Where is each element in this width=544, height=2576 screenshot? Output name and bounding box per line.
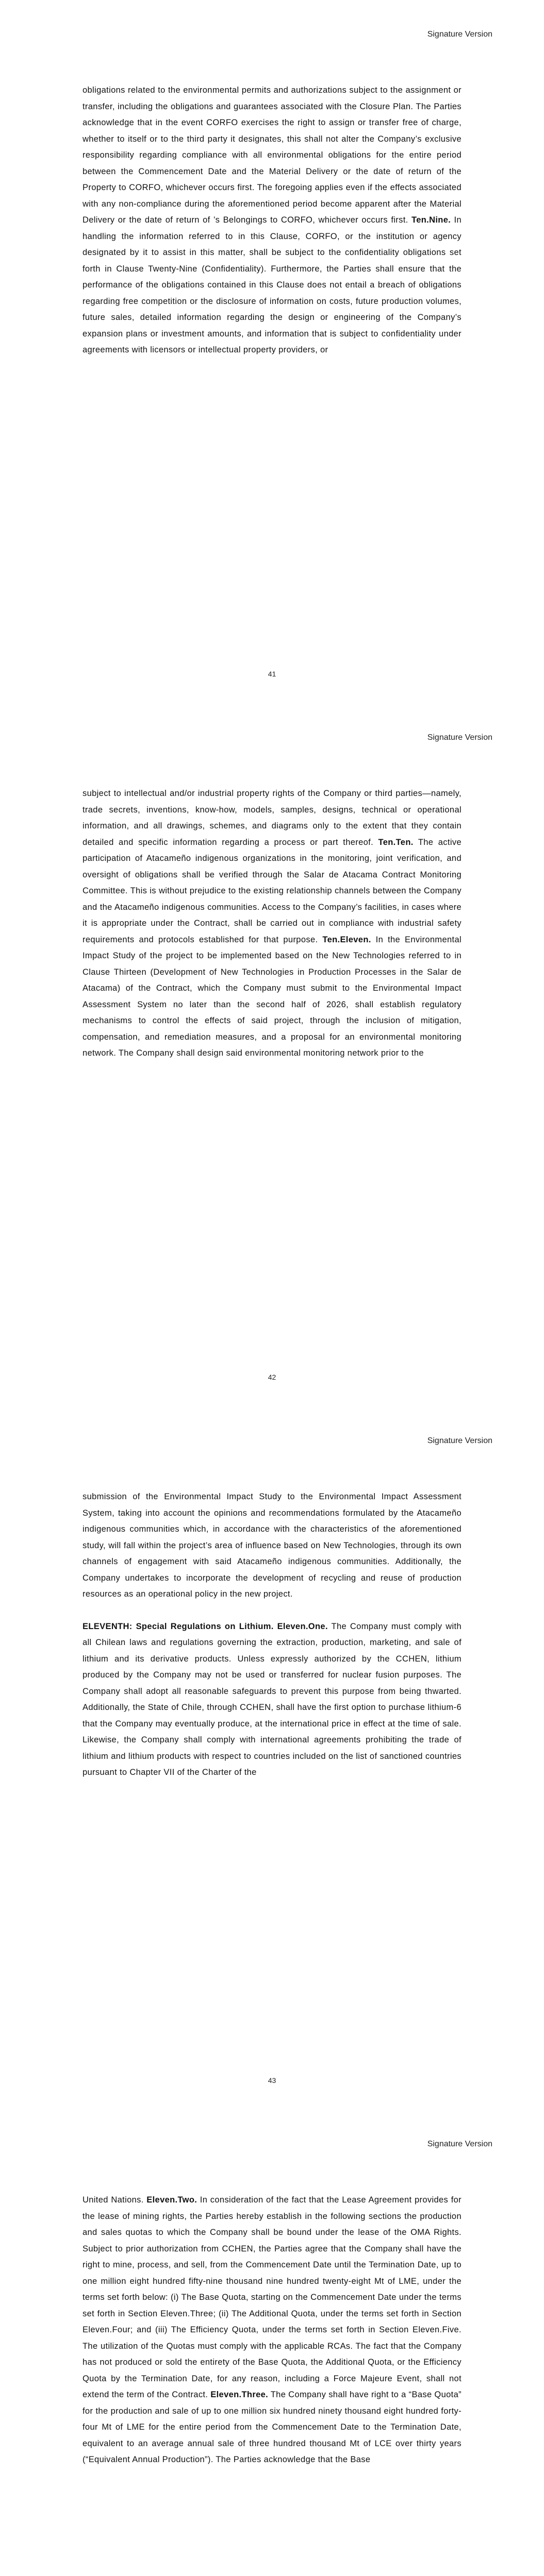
document-page — [0, 0, 544, 703]
clause-text: obligations related to the environmental permits and authorizations subject to the assignment or transfer, including the obligations and guarantees associated with the Closure Plan. The Parties acknowledge that in the event CORFO exercises the right to assign or transfer free of charge, whether to itself or to the third party it designates, this shall not alter the Company’s exclusive responsibility regarding compliance with all environmental obligations for the entire period between the Commencement Date and the Material Delivery or the date of return of the Property to CORFO, whichever occurs first. The foregoing applies even if the effects associated with any non-compliance during the aforementioned period become apparent after the Material Delivery or the date of return of ’s Belongings to CORFO, whichever occurs first. — [83, 86, 461, 225]
signature-version-header: Signature Version — [427, 2140, 492, 2148]
clause-text: In the Environmental Impact Study of the project to be implemented based on the New Technologies referred to in Clause Thirteen (Development of New Technologies in Production Processes in the Salar de Atacama) of the Contract, which the Company must submit to the Environmental Impact Assessment System no later than the second half of 2026, shall establish regulatory mechanisms to control the effects of said project, through the inclusion of mitigation, compensation, and remediation measures, and a proposal for an environmental monitoring network. The Company shall design said environmental monitoring network prior to the — [83, 935, 461, 1058]
paragraph — [83, 1489, 461, 1603]
clause-text: submission of the Environmental Impact Study to the Environmental Impact Assessment System, taking into account the opinions and recommendations formulated by the Atacameño indigenous communities which, in accordance with the characteristics of the aforementioned study, will fall within the project’s area of influence based on New Technologies, through its own channels of engagement with said Atacameño indigenous communities. Additionally, the Company undertakes to incorporate the development of recycling and reuse of production resources as an operational policy in the new project. — [83, 1492, 461, 1599]
signature-version-header: Signature Version — [427, 30, 492, 39]
clause-text: subject to intellectual and/or industrial property rights of the Company or third parties—namely, trade secrets, inventions, know-how, models, samples, designs, technical or operational information, and all drawings, schemes, and diagrams only to the extent that they contain detailed and specific information regarding a process or part thereof. — [83, 789, 461, 847]
page-body — [83, 2192, 461, 2468]
paragraph — [83, 2192, 461, 2468]
section-heading: Ten.Eleven. — [322, 935, 371, 944]
document-page — [0, 1406, 544, 2110]
paragraph — [83, 82, 461, 359]
section-heading: Eleven.Two. — [146, 2195, 197, 2205]
page-number: 41 — [268, 670, 276, 678]
document-page — [0, 2110, 544, 2576]
clause-text: In consideration of the fact that the Lease Agreement provides for the lease of mining rights, the Parties hereby establish in the following sections the production and sales quotas to which the Company shall be bound under the lease of the OMA Rights. Subject to prior authorization from CCHEN, the Parties agree that the Company shall have the right to mine, process, and sell, from the Commencement Date until the Termination Date, up to one million eight hundred fifty-nine thousand nine hundred twenty-eight Mt of LME, under the terms set forth below: (i) The Base Quota, starting on the Commencement Date under the terms set forth in Section Eleven.Three; (ii) The Additional Quota, under the terms set forth in Section Eleven.Four; and (iii) The Efficiency Quota, under the terms set forth in Section Eleven.Five. The utilization of the Quotas must comply with the applicable RCAs. The fact that the Company has not produced or sold the entirety of the Base Quota, the Additional Quota, or the Efficiency Quota by the Termination Date, for any reason, including a Force Majeure Event, shall not extend the term of the Contract. — [83, 2195, 461, 2399]
page-body — [83, 786, 461, 1062]
clause-text: United Nations. — [83, 2195, 147, 2205]
clause-text: The Company shall have right to a “Base Quota” for the production and sale of up to one million six hundred ninety thousand eight hundred forty-four Mt of LME for the entire period from the Commencement Date to the Termination Date, equivalent to an average annual sale of three hundred thousand Mt of LCE over thirty years (“Equivalent Annual Production”). The Parties acknowledge that the Base — [83, 2390, 461, 2464]
document-page — [0, 703, 544, 1406]
clause-text: The Company must comply with all Chilean laws and regulations governing the extraction, production, marketing, and sale of lithium and its derivative products. Unless expressly authorized by the CCHEN, lithium produced by the Company may not be used or transferred for nuclear fusion purposes. The Company shall adopt all reasonable safeguards to prevent this purpose from being thwarted. Additionally, the State of Chile, through CCHEN, shall have the first option to purchase lithium-6 that the Company may eventually produce, at the international price in effect at the time of sale. Likewise, the Company shall comply with international agreements prohibiting the trade of lithium and lithium products with respect to countries included on the list of sanctioned countries pursuant to Chapter VII of the Charter of the — [83, 1621, 462, 1777]
page-body — [83, 1489, 461, 1781]
section-heading: Ten.Nine. — [411, 215, 451, 225]
page-number: 43 — [268, 2076, 276, 2084]
paragraph — [83, 1619, 461, 1781]
signature-version-header: Signature Version — [427, 733, 492, 742]
section-heading: Ten.Ten. — [378, 837, 414, 847]
signature-version-header: Signature Version — [427, 1436, 492, 1445]
page-number: 42 — [268, 1373, 276, 1381]
clause-text: In handling the information referred to in this Clause, CORFO, or the institution or agency designated by it to assist in this matter, shall be subject to the confidentiality obligations set forth in Clause Twenty-Nine (Confidentiality). Furthermore, the Parties shall ensure that the performance of the obligations contained in this Clause does not entail a breach of obligations regarding free competition or the disclosure of information on costs, future production volumes, future sales, detailed information regarding the design or engineering of the Company’s expansion plans or investment amounts, and information that is subject to confidentiality under agreements with licensors or intellectual property providers, or — [83, 215, 461, 354]
paragraph — [83, 786, 461, 1062]
page-body — [83, 82, 461, 359]
clause-text: The active participation of Atacameño indigenous organizations in the monitoring, joint verification, and oversight of obligations shall be verified through the Salar de Atacama Contract Monitoring Committee. This is without prejudice to the existing relationship channels between the Company and the Atacameño indigenous communities. Access to the Company’s facilities, in cases where it is appropriate under the Contract, shall be carried out in compliance with industrial safety requirements and protocols established for that purpose. — [83, 837, 461, 944]
section-heading: ELEVENTH: Special Regulations on Lithium. Eleven.One. — [83, 1621, 328, 1631]
section-heading: Eleven.Three. — [210, 2390, 269, 2399]
